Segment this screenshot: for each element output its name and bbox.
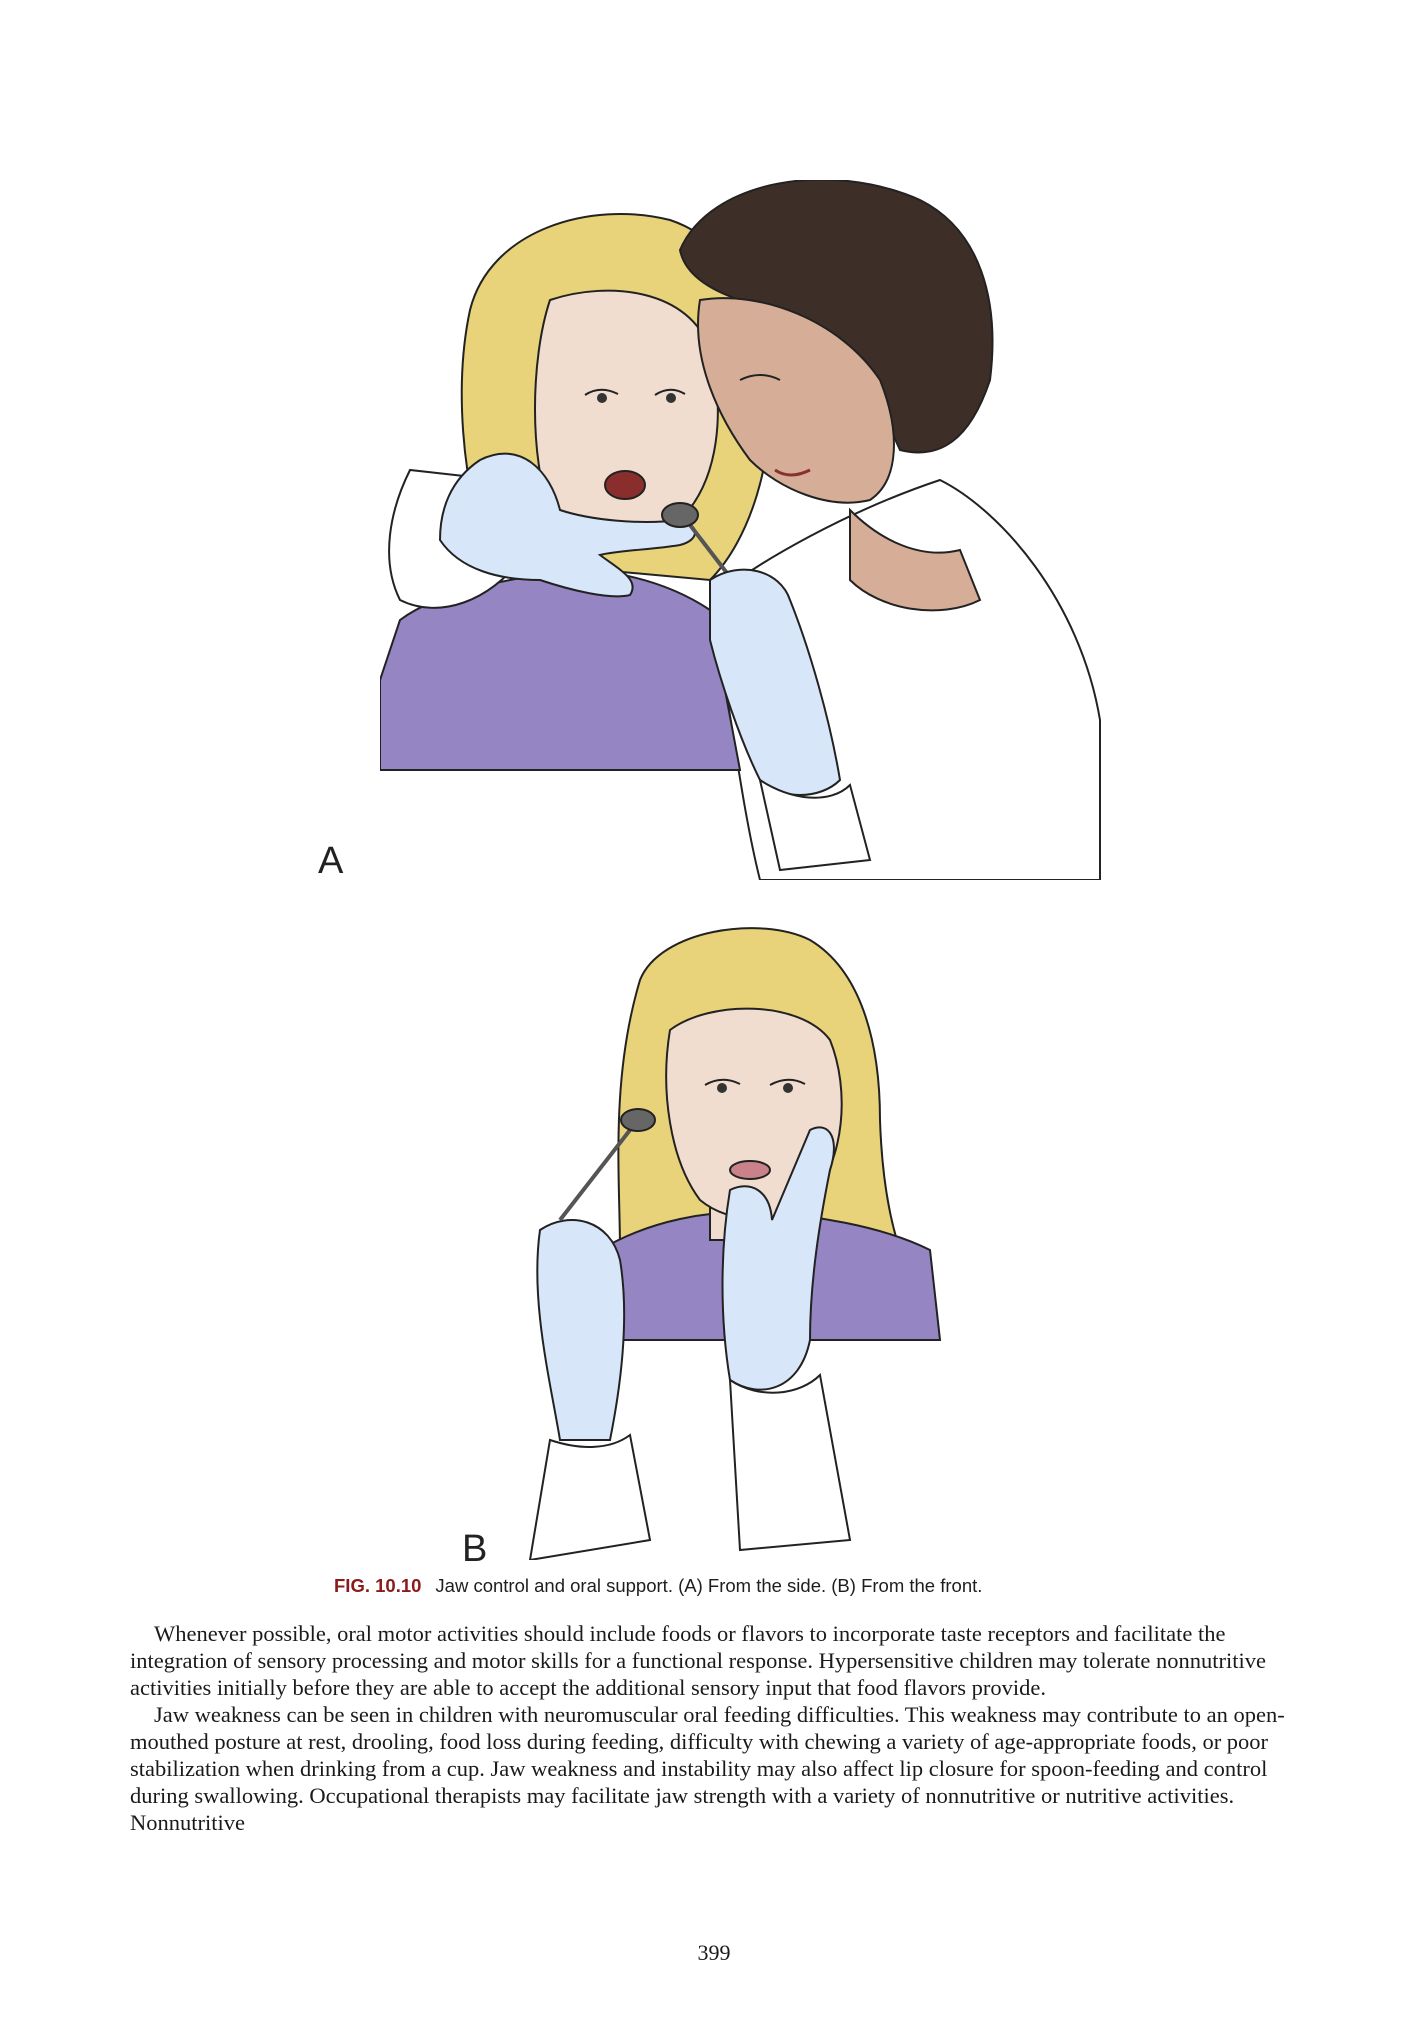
- panel-label-b: B: [462, 1528, 488, 1570]
- paragraph: Jaw weakness can be seen in children with neuromuscular oral feeding difficulties. This weakness may contribute to an open-mouthed posture at rest, drooling, food loss during feeding, difficulty with chewing a variety of age-appropriate foods, or poor stabilization when drinking from a cup. Jaw weakness and instability may also affect lip closure for spoon-feeding and control during swallowing. Occupational therapists may facilitate jaw strength with a variety of nonnutritive or nutritive activities. Nonnutritive: [130, 1702, 1285, 1835]
- page-number: 399: [697, 1940, 731, 1965]
- illustration-panel-b: [510, 920, 950, 1560]
- paragraph: Whenever possible, oral motor activities should include foods or flavors to incorporate taste receptors and facilitate the integration of sensory processing and motor skills for a functional response. Hypersensitive children may tolerate nonnutritive activities initially before they are able to accept the additional sensory input that food flavors provide.: [130, 1621, 1266, 1700]
- panel-label-a: A: [318, 840, 344, 882]
- illustration-panel-a: [380, 180, 1120, 880]
- figure-caption-text: Jaw control and oral support. (A) From the side. (B) From the front.: [435, 1575, 983, 1596]
- body-text: [130, 1620, 1290, 1836]
- figure-number: FIG. 10.10: [334, 1575, 422, 1596]
- figure-caption: [334, 1575, 1234, 1597]
